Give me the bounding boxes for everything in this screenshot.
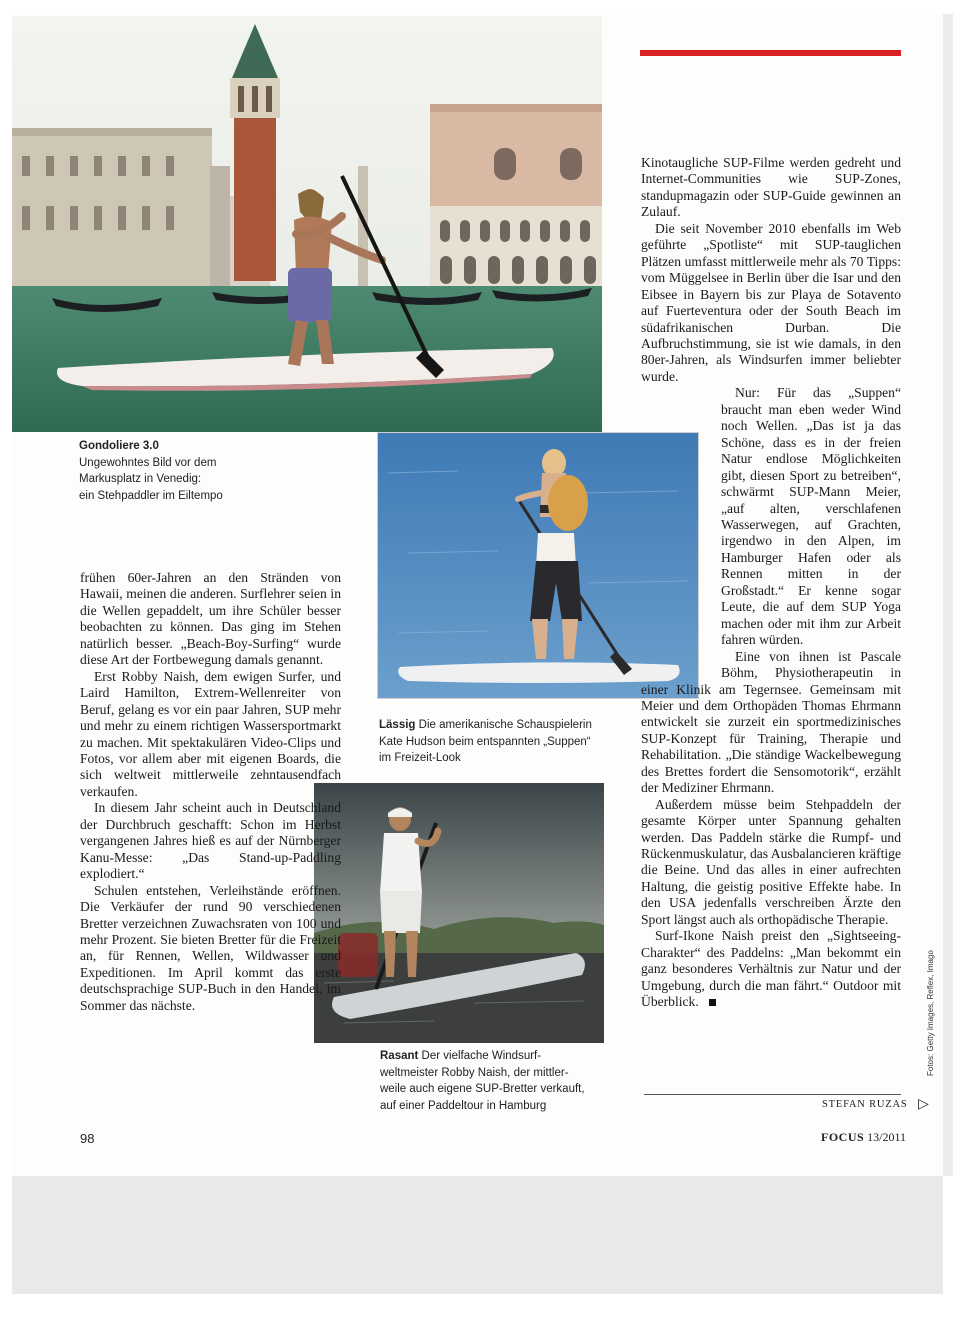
caption-title: Lässig (379, 719, 416, 731)
hudson-caption (379, 717, 639, 767)
paragraph: Kinotaugliche SUP-Filme werden gedreht und Internet-Communities wie SUP-Zones, standupmagazin oder SUP-Guide gewinnen an Zulauf. (641, 155, 901, 220)
page-number: 98 (80, 1131, 95, 1146)
issue-number: 13/2011 (864, 1130, 907, 1144)
end-mark-icon (709, 999, 716, 1006)
venice-paddler-photo (12, 16, 602, 432)
caption-line: im Freizeit-Look (379, 752, 461, 764)
author-rule (644, 1094, 901, 1095)
venice-caption (79, 438, 339, 504)
paragraph: frühen 60er-Jahren an den Stränden von Hawaii, meinen die anderen. Surflehrer seien in die Wellen gepaddelt, um ihre Schüler besser beobachten zu können. Das ging im Stehen natürlich besser. „Beach-Boy-Surfing“ wurde diese Art der Fortbewegung damals genannt. (80, 570, 341, 668)
caption-line: ein Stehpaddler im Eiltempo (79, 489, 223, 502)
scan-margin (12, 1176, 943, 1294)
paragraph: Surf-Ikone Naish preist den „Sightseeing-Charakter“ des Paddelns: „Man bekommt ein ganz besonderes Verhältnis zur Natur und der Umgebung, durch die man fährt.“ Outdoor mit Überblick. (641, 928, 901, 1010)
left-text-column (80, 570, 341, 1014)
robby-naish-photo (314, 783, 604, 1043)
caption-text: Die amerikanische Schauspielerin (415, 719, 592, 731)
caption-line: Markusplatz in Venedig: (79, 473, 202, 485)
paragraph: Eine von ihnen ist Pascale Böhm, Physiotherapeutin in einer Klinik am Tegernsee. Gemeinsam mit Meier und dem Orthopäden Thomas Ehrmann entwickelt sie zurzeit ein sportmedizinisches SUP-Konzept für Training, Therapie und Rehabilitation. „Die ständige Wackelbewegung des Brettes fordert die Sensomotorik“, erzählt der Mediziner Ehrmann. (641, 648, 901, 796)
naish-caption (380, 1048, 620, 1114)
photo-credits: Fotos: Getty Images, Reflex, Imago (926, 950, 935, 1076)
paragraph: Die seit November 2010 ebenfalls im Web geführte „Spotliste“ mit SUP-tauglichen Plätzen umfasst mittlerweile mehr als 70 Tipps: vom Müggelsee in Berlin über die Isar und den Eibsee in Bayern bis zur Playa de Sotavento auf Fuerteventura oder der South Beach im südafrikanischen Durban. Die Aufbruchstimmung, sie ist wie damals, in den 80er-Jahren, als Windsurfen immer beliebter wurde. (641, 220, 901, 384)
caption-line: weile auch eigene SUP-Bretter verkauft, (380, 1083, 585, 1095)
caption-line: weltmeister Robby Naish, der mittler- (380, 1066, 569, 1079)
issue-label (821, 1130, 906, 1145)
caption-line: Kate Hudson beim entspannten „Suppen“ (379, 735, 591, 748)
text-wrap-spacer (641, 401, 721, 681)
caption-line: auf einer Paddeltour in Hamburg (380, 1099, 547, 1112)
magazine-name: FOCUS (821, 1130, 865, 1144)
paragraph: Erst Robby Naish, dem ewigen Surfer, und Laird Hamilton, Extrem-Wellenreiter von Beruf, gelang es vor ein paar Jahren, SUP mehr und mehr zu einem richtigen Wassersportmarkt zu machen. Mit spektakulären Video-Clips und Fotos, vor allem aber mit eigenen Boards, die sich weltweit mittlerweile zehntausendfach verkaufen. (80, 668, 341, 799)
caption-title: Rasant (380, 1050, 419, 1062)
paragraph: Außerdem müsse beim Stehpaddeln der gesamte Körper unter Spannung gehalten werden. Das Paddeln stärke die Rumpf- und Rückenmuskulatur, das Ausbalancieren kräftige die Beine. Und das alles in einer aufrechten Haltung, die geistig positive Effekte habe. In den USA jedenfalls verschreiben Ärzte den Sport längst auch als orthopädische Therapie. (641, 796, 901, 927)
paragraph: Schulen entstehen, Verleihstände eröffnen. Die Verkäufer der rund 90 verschiedenen Bretter verzeichnen Zuwachsraten von 100 und mehr Prozent. Sie bieten Bretter für die Freizeit an, für Rennen, Wellen, Wildwasser und Expeditionen. Im April kommt das erste deutschsprachige SUP-Buch in den Handel, im Sommer das nächste. (80, 882, 341, 1013)
paragraph: In diesem Jahr scheint auch in Deutschland der Durchbruch geschafft: Schon im Herbst vergangenen Jahres hieß es auf der Nürnberger Kanu-Messe: „Das Stand-up-Paddling explodiert.“ (80, 800, 341, 882)
author-byline: STEFAN RUZAS (822, 1099, 908, 1110)
right-text-column (641, 155, 901, 1011)
scan-edge (943, 14, 953, 1176)
caption-line: Ungewohntes Bild vor dem (79, 456, 217, 469)
column-accent-bar (640, 50, 901, 56)
caption-text: Der vielfache Windsurf- (418, 1050, 542, 1062)
caption-title: Gondoliere 3.0 (79, 440, 159, 452)
continue-arrow-icon: ▷ (918, 1096, 929, 1112)
paragraph: Nur: Für das „Suppen“ braucht man eben weder Wind noch Wellen. „Das ist ja das Schöne, dass es in der freien Natur endlose Möglichkeiten gibt, diesen Sport zu betreiben“, schwärmt SUP-Mann Meier, „auf alten, verschlafenen Wasserwegen, auf Grachten, irgendwo in den Alpen, im Hamburger Hafen oder als Rennen mitten in der Großstadt.“ Er kenne sogar Leute, die auf dem SUP Yoga machen oder mit ihm zur Arbeit fahren würden. (721, 385, 901, 648)
